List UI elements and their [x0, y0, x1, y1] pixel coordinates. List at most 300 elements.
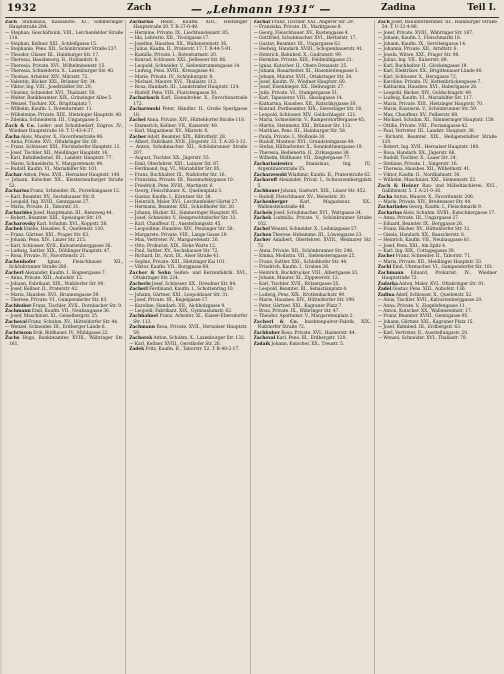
entry-details: Eduard, Beamter. IX., Berggasse 26.	[383, 221, 464, 227]
entry-surname: Zachel	[129, 118, 146, 124]
entry-details: Paul, Sattler. XV., Sechshauser Str. 72.	[134, 249, 219, 255]
entry-details: Karl, Buchhalter. II., Glockengasse 19.	[383, 63, 468, 69]
repeat-dash: —	[253, 276, 259, 282]
entry-details: Franz, Gärtner. XXI., Prager Str. 63.	[10, 232, 90, 238]
entry-details: Georg, Kaufm. I., Fleischmarkt 9.	[408, 205, 483, 211]
entry-details: Theresia, Hausbes. XII., Wilhelmstr. 41.	[383, 167, 471, 173]
repeat-dash: —	[253, 112, 259, 118]
entry-details: Ignaz, Kutscher. II., Obere Donaustr. 25.	[259, 63, 348, 69]
entry-details: Josef, Private. III., Kegelgasse 17.	[134, 298, 209, 304]
entry-details: Josefine, Hausbes. XX., Wallensteinstr. 36.	[134, 41, 228, 47]
entry-details: Anna, Private. XIV., Hütteldorfer Straße 118.	[146, 118, 246, 124]
repeat-dash: —	[129, 178, 135, 184]
entry-details: Leopold, Beamter. III., Sebastianplatz 4.	[259, 287, 348, 293]
entry-details: Emil, Oberlehrer. XIII., Lainzer Str. 87.	[134, 161, 221, 167]
entry-details: Gustav, Beamter. III., Ungargasse 62.	[259, 41, 342, 47]
repeat-dash: —	[377, 134, 386, 140]
entry-surname: Zacha	[377, 194, 393, 200]
repeat-dash: —	[129, 156, 135, 162]
entry-details: Franz, Schneider. II., Taborstr. 71.	[395, 254, 472, 260]
entry-details: Fritz, Kaufm. II., Taborstr. 52. T. R-40-2-17.	[145, 347, 240, 353]
entry-details: Rudolf, Monteur. XVI., Grundsteingasse 40.	[259, 139, 355, 145]
entry-details: Zdenka, Schneiderin. III., Ungargasse 5.	[10, 118, 100, 124]
repeat-dash: —	[129, 90, 135, 96]
repeat-dash: —	[253, 36, 259, 42]
entry-surname: Zachel	[253, 227, 270, 233]
repeat-dash: —	[253, 194, 259, 200]
entry-details: Emilie, Hausbes. X., Quellenstr. 130.	[23, 227, 105, 233]
entry-details: Viktor, Ing. VIII., Josefstädter Str. 29.	[10, 85, 93, 91]
repeat-dash: —	[253, 123, 259, 129]
entry-details: Ottilie, Private. VIII., Florianigasse 42.	[383, 123, 469, 129]
repeat-dash: —	[253, 79, 259, 85]
repeat-dash: —	[377, 259, 384, 265]
entry-details: Gustav, Kaufm. I., Kärntner Str. 38.	[134, 194, 212, 200]
repeat-dash: —	[129, 139, 135, 145]
entry-details: Thomas, Arbeiter. XIV., Märzstr. 72.	[10, 74, 89, 80]
entry-surname: Zachar	[253, 20, 271, 25]
entry-details: Maria, Hausbes. XVI., Brunnengasse 59.	[10, 292, 100, 298]
entry-details: Karl, Elektriker. XX., Brigittenauer Lände 40.	[383, 69, 483, 75]
entry-surname: Zachek	[5, 227, 23, 233]
entry-details: Walter, Bankbeamter. XIX., Grinzinger Allee 5.	[10, 96, 113, 102]
repeat-dash: —	[5, 63, 11, 69]
entry-details: Karl, Pens. III., Erdbergstr. 120.	[276, 336, 347, 342]
repeat-dash: —	[129, 205, 135, 211]
directory-entry	[5, 178, 123, 189]
repeat-dash: —	[253, 58, 259, 64]
repeat-dash: —	[5, 178, 12, 184]
entry-details: Karl, Schuhm. XVI., Koppstr. 58.	[36, 221, 108, 227]
repeat-dash: —	[377, 150, 384, 156]
entry-details: Julius, Ing. VII., Kaiserstr. 89.	[383, 58, 448, 64]
repeat-dash: —	[5, 216, 11, 222]
entry-surname: Zacherl	[5, 270, 24, 276]
entry-details: Heinr., Kaufm. XIII., Hietzinger Hauptstraße 20. T. R-27-0-49.	[133, 20, 248, 31]
entry-details: Ludwig, Kaufm. VI., Mariahilfer Str. 117.	[383, 96, 474, 102]
entry-details: Kamilla, Private. I., Rotenturmstr. 20.	[134, 52, 218, 58]
repeat-dash: —	[5, 41, 11, 47]
page-number: 1932	[7, 3, 37, 14]
repeat-dash: —	[129, 123, 135, 129]
entry-details: Karl, Chauffeur. II., Ausstellungsstr. 45.	[134, 221, 222, 227]
repeat-dash: —	[253, 249, 259, 255]
entry-details: Franz, Schlosser. XXI., Floridsdorfer Hauptstr. 12.	[10, 145, 121, 151]
repeat-dash: —	[129, 341, 135, 347]
directory-entry	[254, 178, 372, 189]
entry-details: Ferdinand, Ing. VI., Mariahilfer Str. 85.	[134, 167, 221, 173]
repeat-dash: —	[5, 79, 11, 85]
entry-surname: Zachek	[253, 216, 272, 222]
entry-details: Max, Vertreter. IV., Margaretenstr. 26.	[134, 238, 219, 244]
repeat-dash: —	[5, 58, 11, 64]
repeat-dash: —	[377, 330, 384, 336]
repeat-dash: —	[129, 52, 135, 58]
entry-details: Heinrich, Buchdrucker. VIII., Albertgasse 33.	[259, 270, 359, 276]
entry-details: Emil, Uhrmacher. VI., Gumpendorfer Str. 101.	[392, 265, 494, 271]
entry-details: Therese, Hebamme. III., Löwengasse 23.	[272, 232, 363, 238]
entry-details: Rosa, Private. XVI., Hasnerstr. 44.	[281, 330, 357, 336]
entry-details: Rudolf, Pens. VIII., Piaristengasse 50.	[134, 90, 218, 96]
entry-details: Josefa, Witwe. XXI., Prager Str. 98.	[383, 52, 460, 58]
entry-details: Johann, Maurer. XVII., Ottakringer Str. 34.	[259, 74, 353, 80]
page-title: — „Lehmann 1931“ —	[191, 3, 331, 16]
entry-details: Friedrich, Kaufm. I., Graben 26.	[259, 265, 330, 271]
entry-surname: Zachhuber	[5, 303, 32, 309]
entry-details: Josef, Kellner. II., Praterstr. 42.	[10, 287, 79, 293]
repeat-dash: —	[253, 118, 259, 124]
repeat-dash: —	[253, 63, 259, 69]
entry-details: Rudolf, Fleischhauer. XV., Meiselstr. 30.	[259, 194, 347, 200]
repeat-dash: —	[5, 161, 11, 167]
entry-details: Wenzel, Tischler. XX., Brigittaplatz 7.	[10, 101, 93, 107]
entry-details: Peter, Gärtner. XXI., Kagraner Platz 7.	[259, 303, 343, 309]
repeat-dash: —	[129, 58, 135, 64]
entry-surname: Zachariades	[377, 205, 408, 211]
entry-details: Vinzenz, Schneider. XVI., Thaliastr. 50.	[10, 90, 96, 96]
entry-details: Martin, Steinmetz. XXI., Brünner Str. 112.	[259, 123, 352, 129]
directory-entry	[129, 20, 247, 31]
entry-details: Richard, Beamter. XIX., Heiligenstädter Straße 120.	[381, 134, 497, 145]
entry-details: Josef, Bauunternehmer. III., Hainburger Straße 54. T. U-12-4-98.	[381, 20, 497, 31]
entry-details: August, Tischler. XX., Jägerstr. 55.	[134, 156, 211, 162]
repeat-dash: —	[377, 243, 384, 249]
entry-details: Karoline, Private. IV., Kettenbrückengasse 7.	[383, 79, 482, 85]
firm-entry	[129, 271, 247, 282]
directory-entry	[254, 162, 372, 173]
entry-details: Julie, Private. VI., Stumpergasse 51.	[259, 90, 339, 96]
entry-details: Josef, Bahnbed. III., Erdbergstr. 63.	[383, 325, 462, 331]
entry-surname: Zacharides	[5, 210, 33, 216]
entry-details: Karl, Eisendreher. X., Favoritenstraße 172.	[133, 96, 248, 107]
repeat-dash: —	[253, 41, 259, 47]
entry-details: Johann, Gärtner. XXI., Kagraner Platz 15.	[383, 319, 474, 325]
entry-surname: Zachen	[253, 232, 272, 238]
entry-details: Franz, Schuhm. XV., Hütteldorfer Str. 44.	[28, 319, 119, 325]
entry-surname: Zachariasch	[129, 96, 160, 102]
directory-column-3	[254, 20, 375, 674]
repeat-dash: —	[5, 249, 11, 255]
repeat-dash: —	[129, 129, 135, 135]
repeat-dash: —	[129, 36, 135, 42]
repeat-dash: —	[377, 96, 384, 102]
entry-details: Johann, Kaufm. IX., Servitengasse 14.	[383, 41, 467, 47]
repeat-dash: —	[377, 216, 384, 222]
repeat-dash: —	[5, 107, 11, 113]
entry-details: Stanislaus, Ing. IV., Argentinierstraße 35.	[257, 161, 372, 173]
entry-details: Franz, Tischler. XVII., Dornbacher Str. 9.	[32, 303, 123, 309]
entry-details: Ignaz, Fleischhauer. XII., Schönbrunner Straße 280.	[9, 259, 124, 271]
entry-details: Hedwig, Handarb. XVIII., Schopenhauerstr. 41.	[259, 47, 364, 53]
repeat-dash: —	[5, 101, 11, 107]
entry-surname: Zacher	[253, 238, 271, 244]
entry-surname: Zachs	[5, 336, 20, 342]
repeat-dash: —	[129, 194, 135, 200]
repeat-dash: —	[377, 309, 384, 315]
entry-surname: Zachenhofer	[5, 259, 37, 265]
repeat-dash: —	[129, 309, 135, 315]
entry-details: Theodor, Glaser. III., Hainburger Str. 17.	[10, 52, 100, 58]
repeat-dash: —	[253, 52, 259, 58]
repeat-dash: —	[129, 238, 135, 244]
repeat-dash: —	[5, 243, 11, 249]
entry-details: Anton, Schuhm. X., Laxenburger Str. 132.	[153, 336, 246, 342]
entry-details: Josef, Tischler. XII., Meidlinger Hauptstr. 16.	[10, 150, 109, 156]
repeat-dash: —	[377, 41, 384, 47]
repeat-dash: —	[377, 178, 384, 184]
repeat-dash: —	[377, 90, 384, 96]
directory-entry	[129, 145, 247, 156]
repeat-dash: —	[5, 298, 11, 304]
part-label: Teil I.	[467, 3, 496, 13]
entry-details: Karl, Magazineur. XV., Märzstr. 8.	[134, 129, 209, 135]
repeat-dash: —	[129, 172, 135, 178]
entry-details: Karl, Beamter. XV., Sechshauser Str. 8.	[10, 194, 96, 200]
entry-details: Eduard, Prokurist. IV., Wiedner Hauptstraße 72.	[381, 270, 497, 282]
entry-details: Karl, Schlosser. XVII., Kalvarienberggasse 36.	[10, 243, 112, 249]
entry-details: Franziska, Private. III., Rasumofskygasse 10.	[134, 178, 235, 184]
entry-details: Karl, Tischler. XVII., Rötzergasse 55.	[259, 281, 340, 287]
repeat-dash: —	[377, 319, 384, 325]
entry-details: Marie, Schneiderin. V., Margaretenstr. 94.	[10, 161, 104, 167]
repeat-dash: —	[253, 139, 259, 145]
entry-surname: Zach & Co.	[5, 123, 36, 129]
repeat-dash: —	[253, 47, 259, 53]
entry-details: Ferdinand, Kaufm. I., Schottenring 10.	[149, 287, 235, 293]
page-edge-shadow	[0, 0, 3, 674]
entry-details: Leopold, Fabrikant. XIX., Gymnasiumstr. 62.	[134, 309, 233, 315]
repeat-dash: —	[377, 303, 384, 309]
repeat-dash: —	[129, 232, 135, 238]
entry-details: Sophie, Private. XIII., Hietzinger Kai 101.	[134, 259, 227, 265]
repeat-dash: —	[129, 74, 135, 80]
entry-details: Ludwig, Pens. XVIII., Kreuzgasse 41.	[134, 69, 216, 75]
repeat-dash: —	[253, 281, 259, 287]
repeat-dash: —	[129, 189, 135, 195]
repeat-dash: —	[377, 85, 384, 91]
repeat-dash: —	[377, 156, 384, 162]
entry-surname: Zachhuber	[253, 330, 280, 336]
entry-details: Johann, Pens. XIV., Linzer Str. 215.	[10, 238, 87, 244]
entry-details: Johann, Maurer. XI., Zippererstr. 12.	[259, 276, 340, 282]
entry-details: Rosa, Private. IX., Währinger Str. 47.	[259, 309, 340, 315]
repeat-dash: —	[377, 47, 384, 53]
repeat-dash: —	[377, 101, 384, 107]
entry-details: Anna, Private. XIII., Auhofstr. 12.	[10, 276, 84, 282]
entry-surname: Zadel	[377, 287, 392, 293]
entry-details: Marie, Private. IV., Schönburgstr. 8.	[134, 74, 214, 80]
repeat-dash: —	[129, 69, 135, 75]
entry-details: Rosa, Handarb. III., Landstraßer Hauptstr. 124.	[134, 85, 240, 91]
repeat-dash: —	[377, 63, 384, 69]
repeat-dash: —	[253, 303, 259, 309]
entry-details: Stephan, Geschäftsinh. VIII., Lerchenfelder Straße 118.	[9, 30, 124, 42]
entry-details: Franz, Arbeiter. XI., Kaiser-Ebersdorfer Str. 112.	[133, 314, 248, 325]
entry-details: Stanislaus, Kassabote. XI., Simmeringer Hauptstraße 284.	[9, 20, 124, 31]
repeat-dash: —	[5, 112, 11, 118]
repeat-dash: —	[253, 30, 259, 36]
entry-surname: Zach	[377, 20, 390, 25]
repeat-dash: —	[253, 150, 259, 156]
page-header	[5, 3, 499, 18]
entry-surname: Zachmann	[377, 270, 404, 276]
entry-details: Franz, Bäcker. XV., Hütteldorfer Str. 12.	[383, 227, 471, 233]
directory-entry	[129, 107, 247, 118]
entry-details: Anton, Maurer. X., Favoritenstr. 206.	[393, 194, 475, 200]
entry-details: Josef, Private. XVIII., Währinger Str. 167.	[383, 30, 474, 36]
entry-details: Robert, Beamter. XIII., Speisinger Str. 19.	[10, 216, 103, 222]
directory-entry	[254, 216, 372, 227]
entry-details: Ludmilla, Private. V., Schönbrunner Straße 102.	[257, 216, 372, 227]
repeat-dash: —	[377, 232, 384, 238]
entry-details: Therese, Private. VI., Gumpendorfer Str. 63.	[10, 298, 108, 304]
entry-details: Marie, Private. XIV., Breitenseer Str. 44.	[383, 199, 472, 205]
repeat-dash: —	[129, 41, 135, 47]
entry-details: Adolf, Schlosser. X., Quellenstr. 52.	[395, 292, 473, 298]
entry-details: Albert, Fabrikant. XVII., Jörgerstr. 33. T. A-26-3-12.	[134, 139, 247, 145]
repeat-dash: —	[377, 227, 384, 233]
repeat-dash: —	[5, 74, 11, 80]
entry-details: Anton, Schuhmacher. XII., Schönbrunner Straße 207.	[133, 145, 248, 156]
entry-details: Hermann, Beamter. XXI., Schloßhofer Str. 20.	[134, 205, 236, 211]
repeat-dash: —	[129, 161, 135, 167]
entry-surname: Zacher	[129, 134, 147, 140]
entry-details: Franz, Sattler. XXI., Schloßhofer Str. 44.	[259, 259, 348, 265]
entry-details: Leopold, Schneider. V., Siebenbrunnengasse 14.	[134, 63, 241, 69]
entry-surname: Zacher & Sohn	[129, 270, 172, 276]
repeat-dash: —	[377, 118, 384, 124]
entry-details: Johann, Gärtner. XXI., Leopoldauer Str. 31.	[134, 292, 230, 298]
entry-details: Karl, Kellner. XVIII., Gersthofer Str. 26.	[134, 341, 222, 347]
repeat-dash: —	[129, 249, 135, 255]
entry-details: Marie, Hausbes. XIV., Hütteldorfer Str. 199.	[259, 298, 356, 304]
entry-details: Hugo, Bankbeamter. XVIII., Währinger Str. 161.	[9, 336, 124, 347]
entry-details: Rudolf, Kaufm. VI., Mariahilfer Str. 101.	[10, 167, 99, 173]
repeat-dash: —	[253, 309, 259, 315]
entry-details: Stefanie, Private. I., Singerstr. 16.	[383, 161, 459, 167]
entry-details: Rosa, Handarb. XX., Jägerstr. 66.	[383, 150, 456, 156]
entry-surname: Zachariasiewicz	[253, 161, 293, 167]
entry-surname: Zadarka	[377, 281, 398, 287]
repeat-dash: —	[377, 298, 384, 304]
repeat-dash: —	[377, 107, 384, 113]
repeat-dash: —	[5, 287, 11, 293]
repeat-dash: —	[253, 298, 259, 304]
entry-surname: Zachoval	[5, 319, 27, 325]
repeat-dash: —	[5, 199, 11, 205]
entry-surname: Zacharovsky	[5, 221, 36, 227]
entry-details: Peter, Händler. II., Große Sperlgasse 18.	[133, 107, 248, 118]
entry-details: Johann, Bauarbeiter. XI., Hasenleitengasse 3.	[259, 69, 359, 75]
entry-details: Gottfried, Schuhmacher. XVI., Herbststr. 17.	[259, 36, 357, 42]
entry-details: Otto, Prokurist. XIX., Hohe Warte 12.	[134, 243, 217, 249]
entry-details: Matthias, Pens. III., Hainburger Str. 58.	[259, 129, 347, 135]
directory-entry	[129, 314, 247, 325]
entry-details: Josef, Eisenbieger. XX., Hellwagstr. 27.	[259, 85, 345, 91]
repeat-dash: —	[377, 30, 384, 36]
entry-details: Karl, Vertreter. II., Ausstellungsstr. 20.	[383, 330, 469, 336]
entry-details: Theresia, Bedienerin. II., Zirkusgasse 38.	[259, 150, 350, 156]
repeat-dash: —	[5, 69, 11, 75]
entry-details: Josef, Schlosser. XX., Dresdner Str. 84.	[151, 281, 237, 287]
entry-details: Wenzel, Schneider. X., Leibnizgasse 57.	[271, 227, 358, 233]
repeat-dash: —	[129, 292, 135, 298]
entry-surname: Zadek	[129, 347, 145, 353]
entry-surname: Zachrisson	[5, 330, 32, 336]
entry-details: Josef, Hauptmann. III., Rennweg 44.	[33, 210, 114, 216]
entry-details: Leopold, Schlosser. XIV., Goldschlagstr. 121.	[259, 112, 357, 118]
entry-details: Emil, Kaufm. VII., Neubaugasse 36.	[31, 309, 111, 315]
repeat-dash: —	[377, 161, 384, 167]
repeat-dash: —	[5, 139, 11, 145]
entry-details: Alexander, Privat. I., Schwarzenbergplatz 5.	[257, 178, 372, 189]
repeat-dash: —	[253, 129, 259, 135]
entry-details: Leopold, Ing. XVIII., Gentzgasse 27.	[10, 199, 90, 205]
entry-surname: Zachar	[5, 172, 23, 178]
repeat-dash: —	[5, 30, 11, 36]
entry-details: Anton, Maler. XVI., Ottakringer Str. 91.	[399, 281, 486, 287]
repeat-dash: —	[253, 101, 259, 107]
entry-details: Georg, Fleischhauer. X., Quellenplatz 3.	[134, 189, 223, 195]
repeat-dash: —	[253, 134, 259, 140]
repeat-dash: —	[253, 145, 259, 151]
repeat-dash: —	[377, 123, 384, 129]
entry-surname: Zachorek	[129, 336, 153, 342]
entry-details: Julius, Kaufm. II., Praterstr. 17. T. R-44-5-91.	[134, 47, 233, 53]
repeat-dash: —	[5, 232, 11, 238]
entry-details: Stephan, Kellner. XXI., Schleifgasse 15.	[10, 41, 98, 47]
repeat-dash: —	[253, 292, 259, 298]
repeat-dash: —	[129, 63, 135, 69]
entry-details: Viktor, Kaufm. VII., Burggasse 68.	[134, 265, 210, 271]
directory-entry	[254, 200, 372, 211]
entry-details: Johann, Gastwirt. XIII., Linzer Str. 452.	[280, 189, 367, 195]
entry-details: Maria, Private. II., Taborstr. 31.	[10, 205, 80, 211]
repeat-dash: —	[253, 314, 259, 320]
repeat-dash: —	[129, 243, 135, 249]
entry-details: Anna, Private. XII., Schönbrunner Str. 246.	[259, 249, 354, 255]
entry-details: Hermine, Private. IX., Liechtensteinstr. 85.	[134, 30, 230, 36]
entry-details: Ida, Lehrerin. XII., Tivoligasse 17.	[134, 36, 210, 42]
entry-details: Theresia, Schneiderin. X., Laxenburger Str. 40.	[10, 69, 115, 75]
repeat-dash: —	[377, 199, 384, 205]
entry-details: Viktor, Kaufm. II., Nordbahnstr. 30.	[383, 172, 461, 178]
entry-surname: Zadaik	[253, 341, 271, 347]
directory-column-4	[378, 20, 499, 674]
repeat-dash: —	[5, 254, 11, 260]
entry-details: Leopold, Bäcker. XIV., Goldschlagstr. 49.	[383, 90, 473, 96]
entry-details: Rudolf, Tischler. X., Laaer Str. 24.	[383, 156, 458, 162]
entry-details: Franz, Tischler. XXI., Angerer Str. 29.	[271, 20, 355, 25]
entry-details: Wilhelm, Kaufm. I., Rotenturmstr. 11.	[10, 107, 93, 113]
entry-details: Josef, Maschinist. XI., Geiselbergstr. 25.	[10, 314, 99, 320]
repeat-dash: —	[377, 221, 384, 227]
repeat-dash: —	[253, 270, 259, 276]
repeat-dash: —	[5, 52, 11, 58]
repeat-dash: —	[129, 298, 135, 304]
repeat-dash: —	[5, 96, 11, 102]
repeat-dash: —	[377, 112, 384, 118]
entry-details: Karl, Magazineur. XX., Wallensteinstraße 48.	[257, 199, 372, 211]
entry-details: Franziska, Private. IX., Marktgasse 8.	[259, 25, 342, 31]
entry-details: Theresia, Private. XVI., Wilhelminenstr. 15.	[10, 63, 106, 69]
entry-details: Wilhelm, Bildhauer. VII., Zieglergasse 77.	[259, 156, 351, 162]
repeat-dash: —	[129, 85, 135, 91]
entry-details: Heinrich, Bahnbed. X., Gudrunstr. 99.	[259, 52, 343, 58]
entry-details: Franz, Schneider. IX., Porzellangasse 12.	[30, 189, 121, 195]
directory-entry	[378, 20, 497, 31]
entry-details: Paula, Private. I., Wollzeile 30.	[259, 134, 326, 140]
